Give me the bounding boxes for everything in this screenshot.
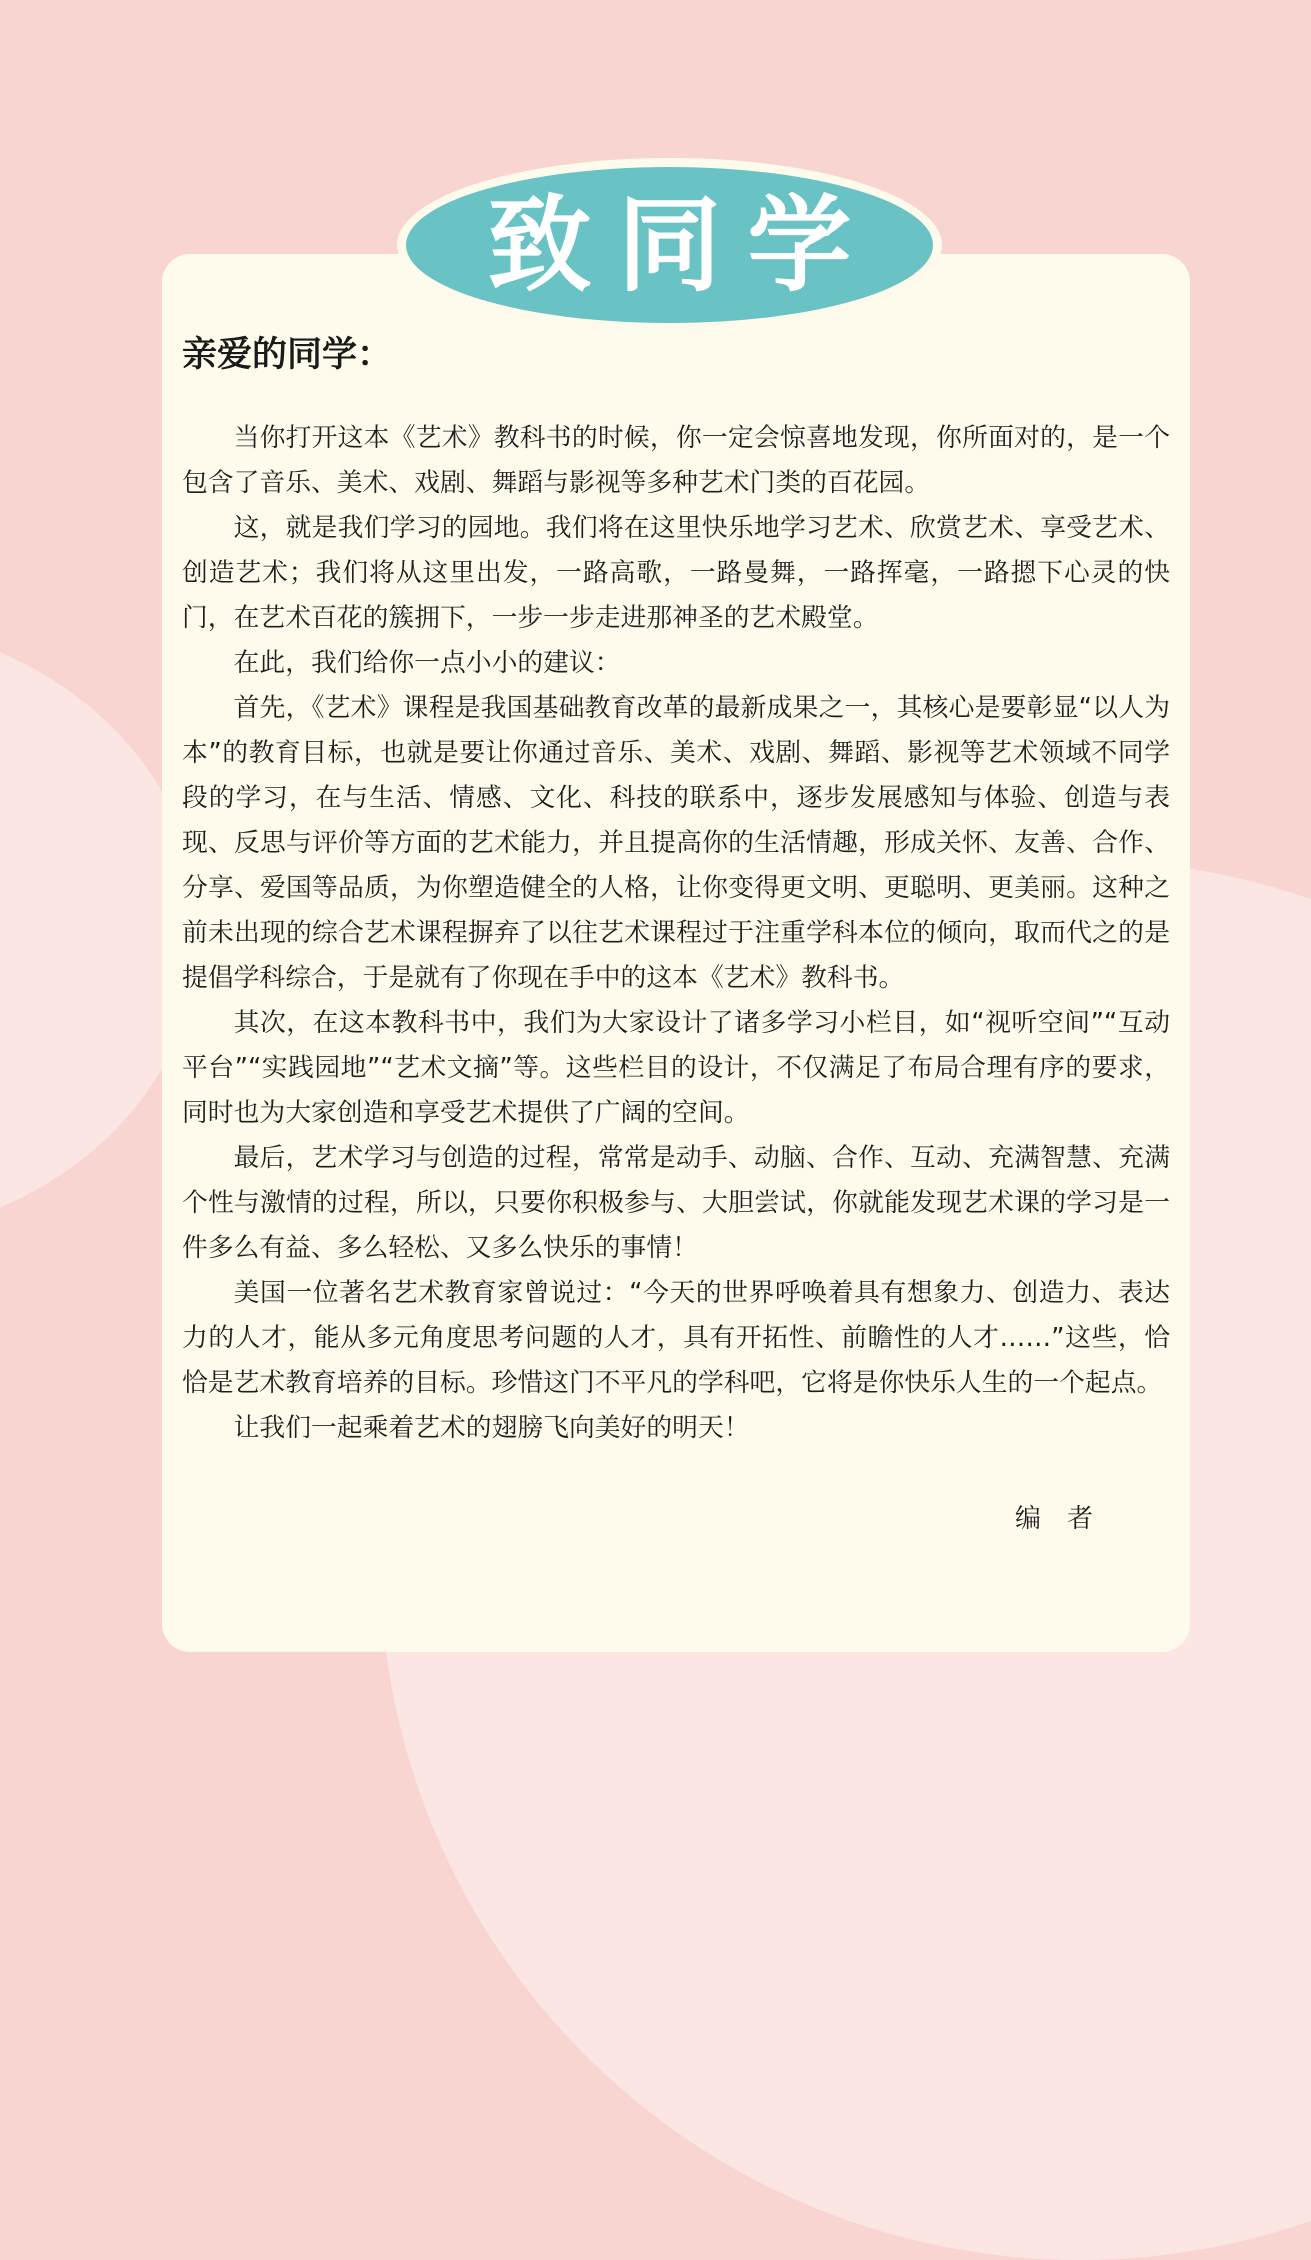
paragraph-2: 这，就是我们学习的园地。我们将在这里快乐地学习艺术、欣赏艺术、享受艺术、创造艺术；我们将从这里出发，一路高歌，一路曼舞，一路挥毫，一路摁下心灵的快门，在艺术百花的簇拥下，一步一步走进那神圣的艺术殿堂。 xyxy=(182,513,1170,633)
paragraph-7: 美国一位著名艺术教育家曾说过：“今天的世界呼唤着具有想象力、创造力、表达力的人才，能从多元角度思考问题的人才，具有开拓性、前瞻性的人才……”这些，恰恰是艺术教育培养的目标。珍惜这门不平凡的学科吧，它将是你快乐人生的一个起点。 xyxy=(182,1278,1170,1398)
letter-body xyxy=(182,416,1170,1451)
salutation: 亲爱的同学： xyxy=(182,334,393,375)
signature: 编者 xyxy=(1014,1504,1119,1534)
paragraph-1: 当你打开这本《艺术》教科书的时候，你一定会惊喜地发现，你所面对的，是一个包含了音乐、美术、戏剧、舞蹈与影视等多种艺术门类的百花园。 xyxy=(182,423,1170,498)
paragraph-5: 其次，在这本教科书中，我们为大家设计了诸多学习小栏目，如“视听空间”“互动平台”“实践园地”“艺术文摘”等。这些栏目的设计，不仅满足了布局合理有序的要求，同时也为大家创造和享受艺术提供了广阔的空间。 xyxy=(182,1008,1170,1128)
paragraph-8: 让我们一起乘着艺术的翅膀飞向美好的明天！ xyxy=(233,1413,750,1443)
page-title: 致同学 xyxy=(487,183,878,306)
paragraph-3: 在此，我们给你一点小小的建议： xyxy=(233,648,621,678)
paragraph-4: 首先，《艺术》课程是我国基础教育改革的最新成果之一，其核心是要彰显“以人为本”的教育目标，也就是要让你通过音乐、美术、戏剧、舞蹈、影视等艺术领域不同学段的学习，在与生活、情感、文化、科技的联系中，逐步发展感知与体验、创造与表现、反思与评价等方面的艺术能力，并且提高你的生活情趣，形成关怀、友善、合作、分享、爱国等品质，为你塑造健全的人格，让你变得更文明、更聪明、更美丽。这种之前未出现的综合艺术课程摒弃了以往艺术课程过于注重学科本位的倾向，取而代之的是提倡学科综合，于是就有了你现在手中的这本《艺术》教科书。 xyxy=(182,693,1170,993)
paragraph-6: 最后，艺术学习与创造的过程，常常是动手、动脑、合作、互动、充满智慧、充满个性与激情的过程，所以，只要你积极参与、大胆尝试，你就能发现艺术课的学习是一件多么有益、多么轻松、又多么快乐的事情！ xyxy=(182,1143,1170,1263)
title-banner xyxy=(397,158,942,332)
